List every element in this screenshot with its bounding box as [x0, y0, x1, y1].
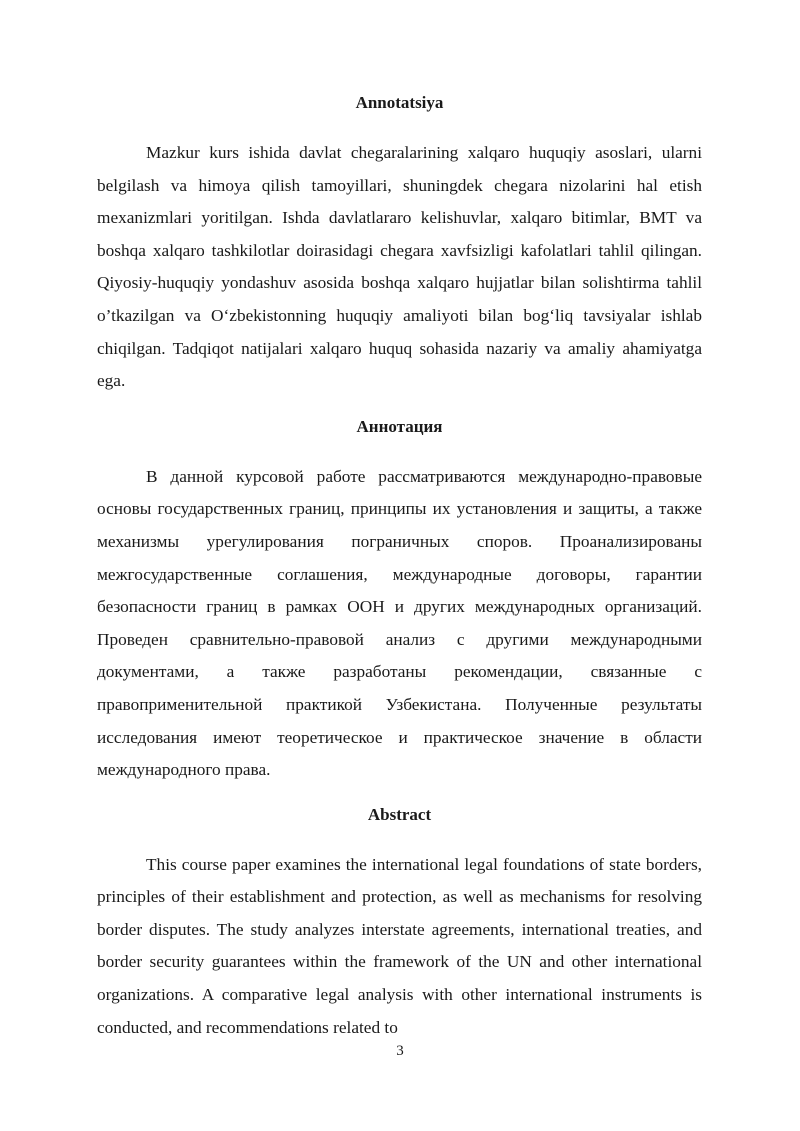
page-content — [97, 92, 702, 1044]
uzbek-annotation-body: Mazkur kurs ishida davlat chegaralarining xalqaro huquqiy asoslari, ularni belgilash va himoya qilish tamoyillari, shuningdek chegara nizolarini hal etish mexanizmlari yoritilgan. Ishda davlatlararo kelishuvlar, xalqaro bitimlar, BMT va boshqa xalqaro tashkilotlar doirasidagi chegara xavfsizligi kafolatlari tahlil qilingan. Qiyosiy-huquqiy yondashuv asosida boshqa xalqaro hujjatlar bilan solishtirma tahlil o’tkazilgan va O‘zbekistonning huquqiy amaliyoti bilan bog‘liq tavsiyalar ishlab chiqilgan. Tadqiqot natijalari xalqaro huquq sohasida nazariy va amaliy ahamiyatga ega. — [97, 143, 702, 391]
english-abstract-body: This course paper examines the international legal foundations of state borders, principles of their establishment and protection, as well as mechanisms for resolving border disputes. The study analyzes interstate agreements, international treaties, and border security guarantees within the framework of the UN and other international organizations. A comparative legal analysis with other international instruments is conducted, and recommendations related to — [97, 854, 702, 1037]
russian-annotation-heading: Аннотация — [356, 416, 443, 436]
english-abstract-heading: Abstract — [367, 804, 432, 824]
uzbek-annotation-heading: Annotatsiya — [355, 93, 444, 112]
russian-annotation-body: В данной курсовой работе рассматриваются международно-правовые основы государственных границ, принципы их установления и защиты, а также механизмы урегулирования пограничных споров. Проанализированы межгосударственные соглашения, международные договоры, гарантии безопасности границ в рамках ООН и других международных организаций. Проведен сравнительно-правовой анализ с другими международными документами, а также разработаны рекомендации, связанные с правоприменительной практикой Узбекистана. Полученные результаты исследования имеют теоретическое и практическое значение в области международного права. — [97, 466, 702, 780]
page-number: 3 — [396, 1043, 404, 1059]
